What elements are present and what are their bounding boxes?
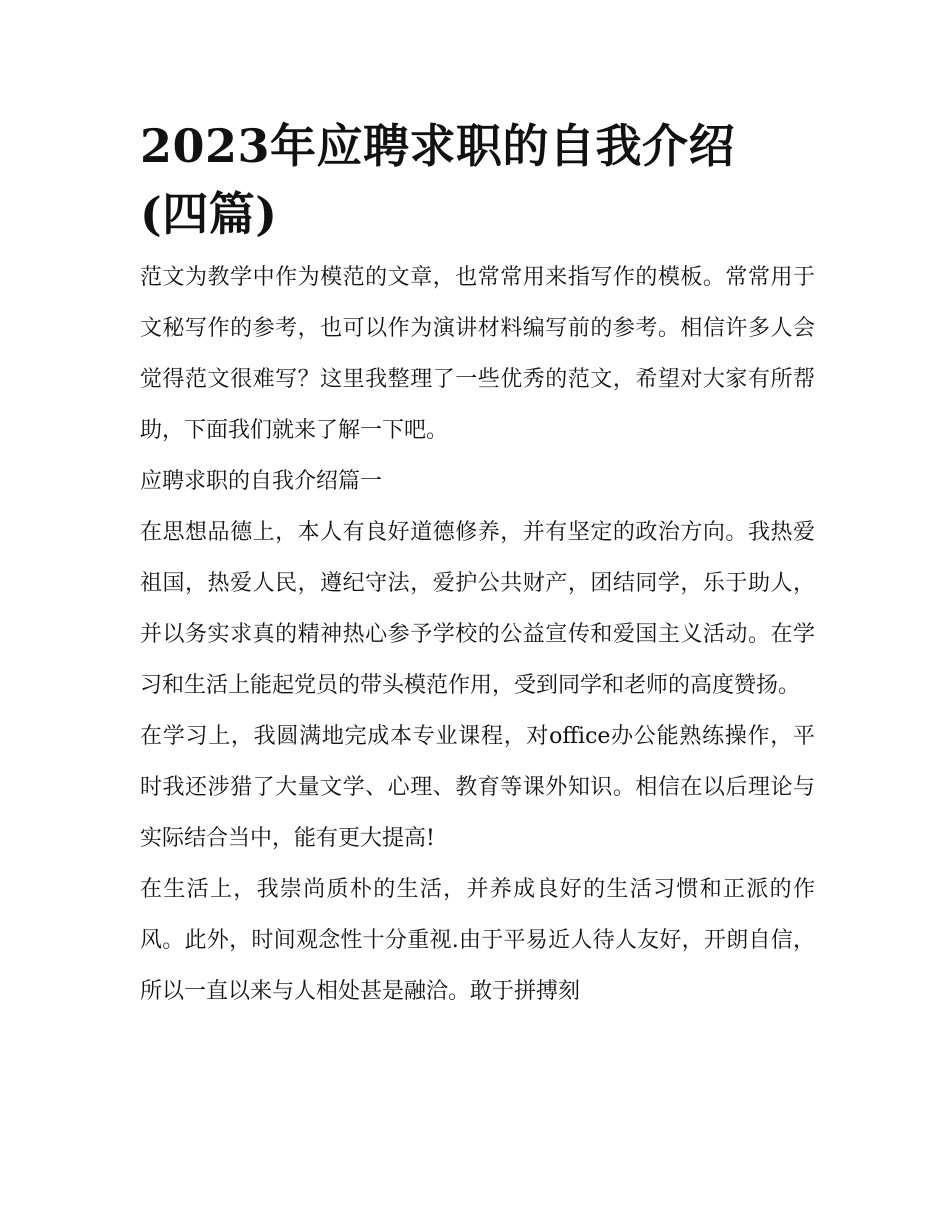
- title-line-1: 2023年应聘求职的自我介绍: [140, 119, 736, 173]
- document-body: [140, 252, 815, 1017]
- section-heading: 应聘求职的自我介绍篇一: [140, 469, 383, 494]
- body-paragraph: 在学习上，我圆满地完成本专业课程，对office办公能熟练操作，平时我还涉猎了大量文学、心理、教育等课外知识。相信在以后理论与实际结合当中，能有更大提高!: [140, 724, 815, 851]
- document-content: [140, 112, 815, 1017]
- intro-paragraph: 范文为教学中作为模范的文章，也常常用来指写作的模板。常常用于文秘写作的参考，也可以作为演讲材料编写前的参考。相信许多人会觉得范文很难写？这里我整理了一些优秀的范文，希望对大家有所帮助，下面我们就来了解一下吧。: [140, 265, 815, 443]
- body-paragraph: 在思想品德上，本人有良好道德修养，并有坚定的政治方向。我热爱祖国，热爱人民，遵纪守法，爱护公共财产，团结同学，乐于助人，并以务实求真的精神热心参予学校的公益宣传和爱国主义活动。在学习和生活上能起党员的带头模范作用，受到同学和老师的高度赞扬。: [140, 520, 815, 698]
- body-paragraph: 在生活上，我崇尚质朴的生活，并养成良好的生活习惯和正派的作风。此外，时间观念性十分重视.由于平易近人待人友好，开朗自信，所以一直以来与人相处甚是融洽。敢于拼搏刻: [140, 877, 815, 1004]
- document-title: [140, 112, 815, 248]
- title-line-2: (四篇): [140, 187, 278, 241]
